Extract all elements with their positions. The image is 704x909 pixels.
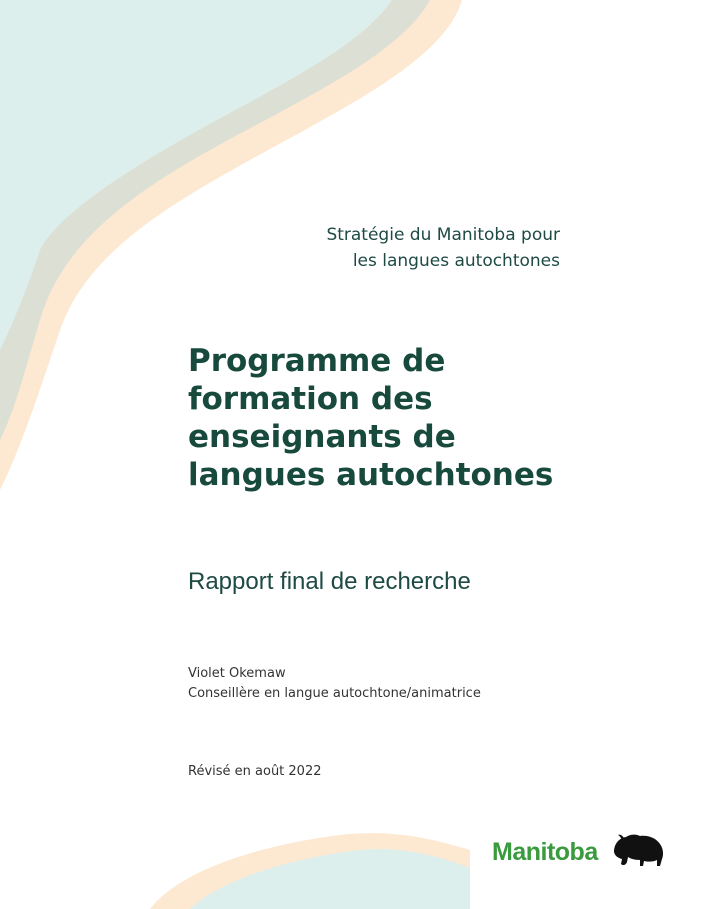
manitoba-logo xyxy=(492,832,672,872)
author-role: Conseillère en langue autochtone/animatrice xyxy=(188,686,481,701)
author-block xyxy=(188,664,481,704)
subtitle-line-2: les langues autochtones xyxy=(352,251,560,271)
title-line-2: formation des xyxy=(188,381,433,417)
revision-date: Révisé en août 2022 xyxy=(188,764,322,779)
author-name: Violet Okemaw xyxy=(188,666,286,681)
strategy-subtitle xyxy=(326,222,560,274)
title-line-4: langues autochtones xyxy=(188,457,554,493)
report-type: Rapport final de recherche xyxy=(188,568,471,595)
title-line-3: enseignants de xyxy=(188,419,456,455)
title-line-1: Programme de xyxy=(188,343,446,379)
bison-icon xyxy=(610,832,666,872)
logo-wordmark: Manitoba xyxy=(492,838,598,866)
subtitle-line-1: Stratégie du Manitoba pour xyxy=(326,225,560,245)
document-title xyxy=(188,342,608,494)
